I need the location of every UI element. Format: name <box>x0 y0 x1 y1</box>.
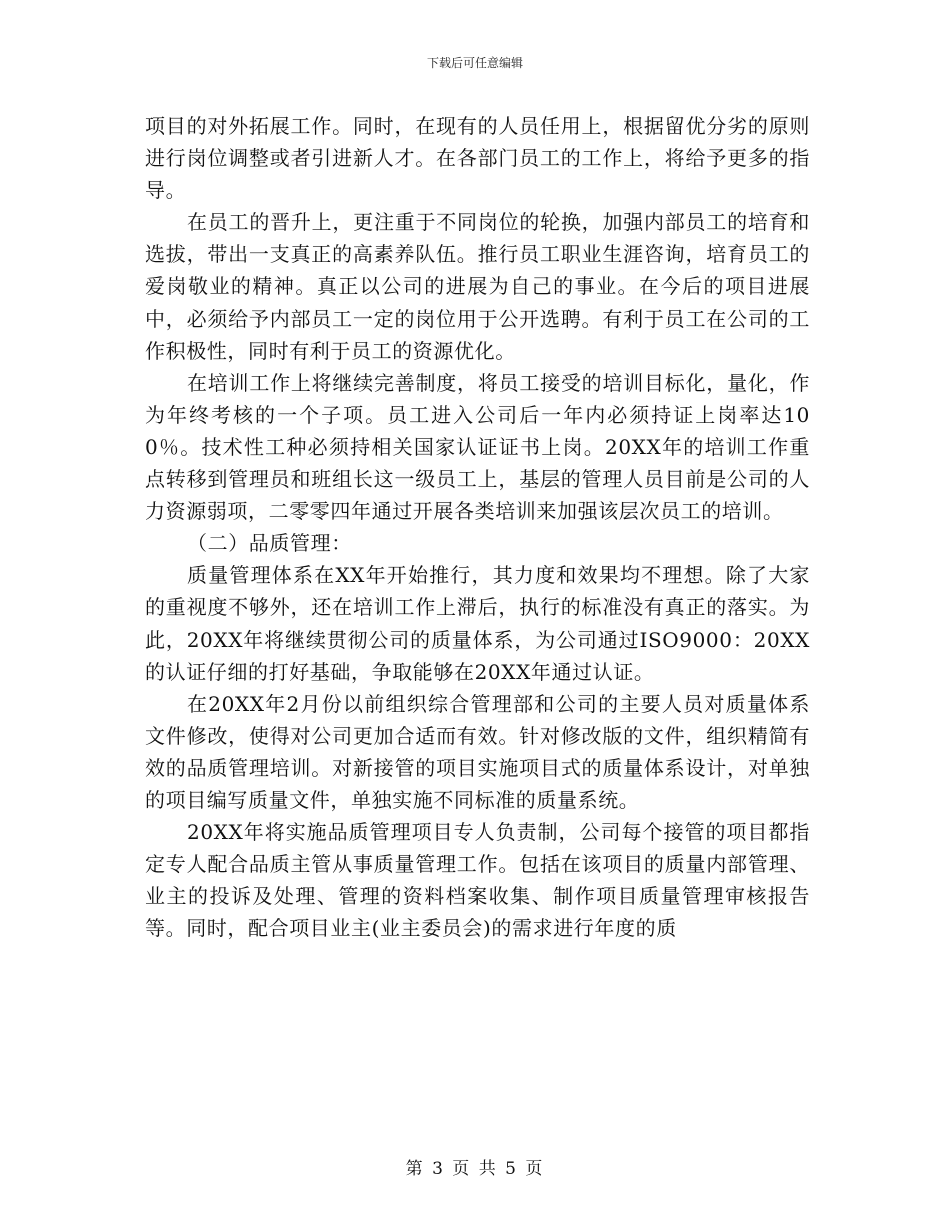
paragraph-2: 在员工的晋升上，更注重于不同岗位的轮换，加强内部员工的培育和选拔，带出一支真正的高素养队伍。推行员工职业生涯咨询，培育员工的爱岗敬业的精神。真正以公司的进展为自己的事业。在今后的项目进展中，必须给予内部员工一定的岗位用于公开选聘。有利于员工在公司的工作积极性，同时有利于员工的资源优化。 <box>145 210 810 363</box>
page-header: 下载后可任意编辑 <box>426 56 523 70</box>
paragraph-6: 20XX年将实施品质管理项目专人负责制，公司每个接管的项目都指定专人配合品质主管从事质量管理工作。包括在该项目的质量内部管理、业主的投诉及处理、管理的资料档案收集、制作项目质量管理审核报告等。同时，配合项目业主(业主委员会)的需求进行年度的质 <box>145 820 810 941</box>
paragraph-1: 项目的对外拓展工作。同时，在现有的人员任用上，根据留优分劣的原则进行岗位调整或者引进新人才。在各部门员工的工作上，将给予更多的指导。 <box>145 114 810 203</box>
section-heading-quality: （二）品质管理： <box>187 531 352 556</box>
paragraph-4: 质量管理体系在XX年开始推行，其力度和效果均不理想。除了大家的重视度不够外，还在培训工作上滞后，执行的标准没有真正的落实。为此，20XX年将继续贯彻公司的质量体系，为公司通过ISO9000：20XX的认证仔细的打好基础，争取能够在20XX年通过认证。 <box>145 563 810 684</box>
document-body <box>145 110 810 944</box>
page-number: 第 3 页 共 5 页 <box>405 1159 545 1179</box>
paragraph-3: 在培训工作上将继续完善制度，将员工接受的培训目标化，量化，作为年终考核的一个子项。员工进入公司后一年内必须持证上岗率达100％。技术性工种必须持相关国家认证证书上岗。20XX年的培训工作重点转移到管理员和班组长这一级员工上，基层的管理人员目前是公司的人力资源弱项，二零零四年通过开展各类培训来加强该层次员工的培训。 <box>145 370 810 524</box>
paragraph-5: 在20XX年2月份以前组织综合管理部和公司的主要人员对质量体系文件修改，使得对公司更加合适而有效。针对修改版的文件，组织精简有效的品质管理培训。对新接管的项目实施项目式的质量体系设计，对单独的项目编写质量文件，单独实施不同标准的质量系统。 <box>145 691 810 812</box>
